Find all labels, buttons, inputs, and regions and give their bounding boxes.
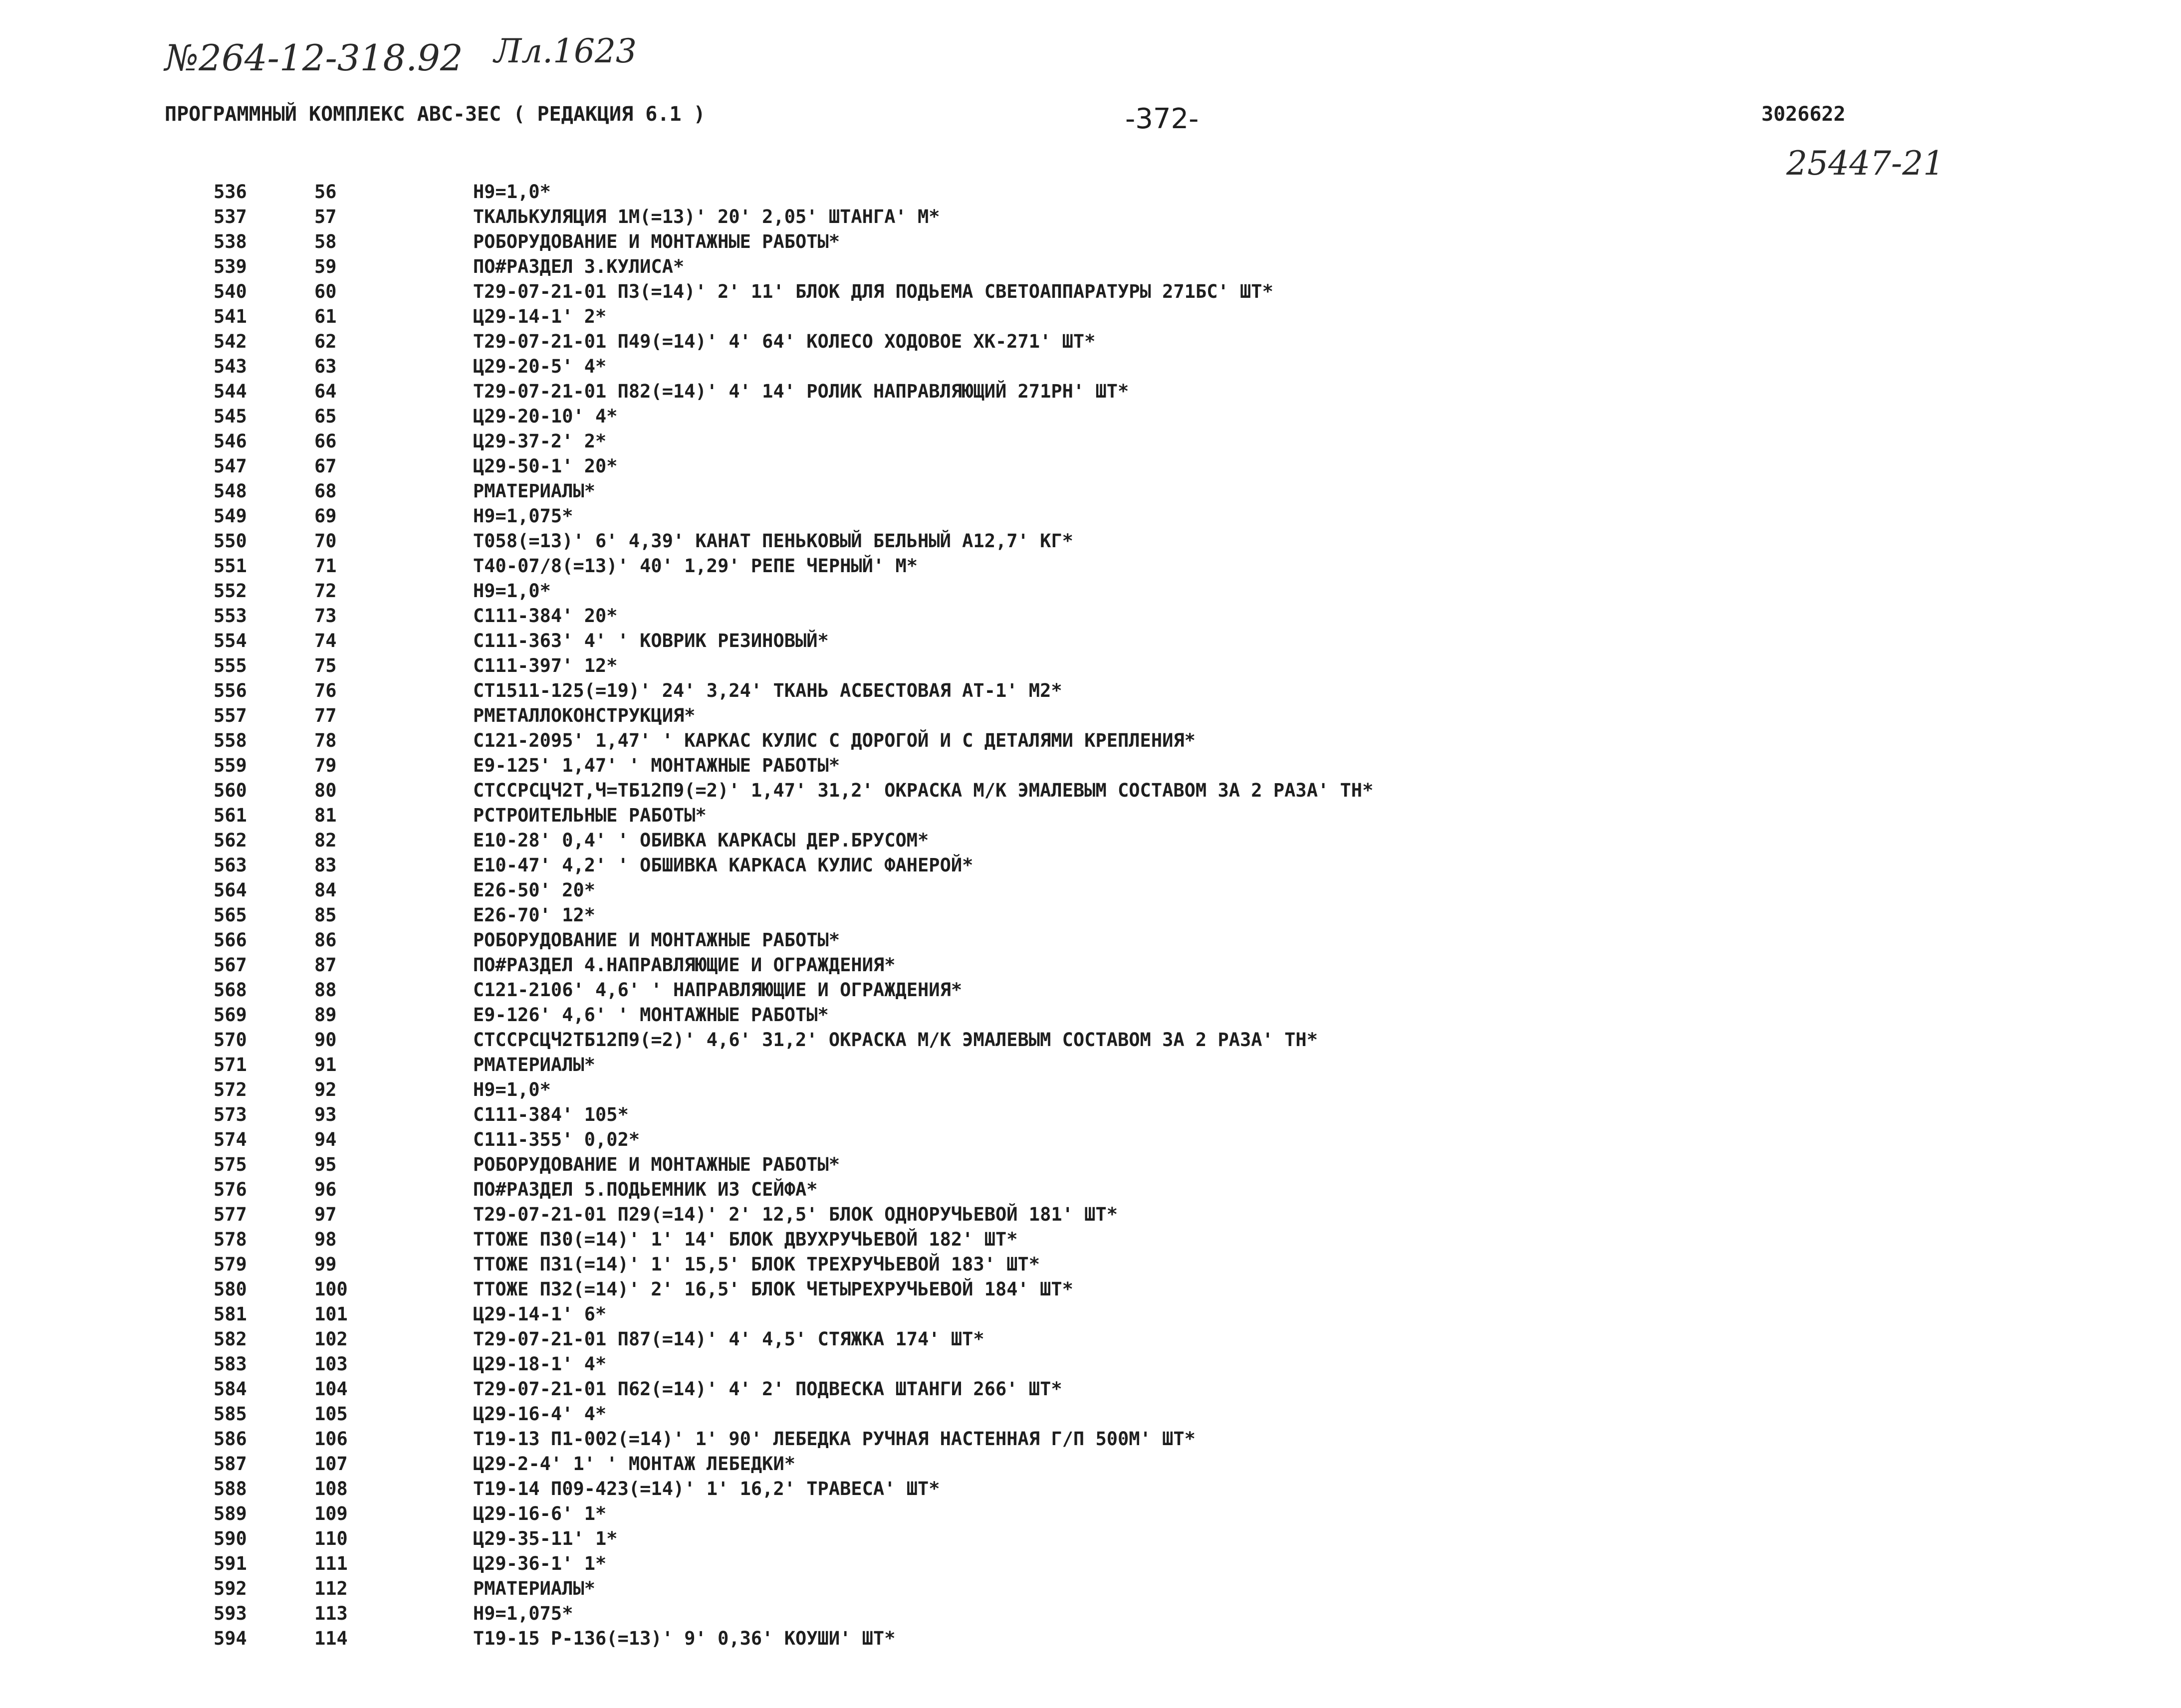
sequence-number: 73: [314, 605, 337, 627]
program-title: ПРОГРАММНЫЙ КОМПЛЕКС АВС-3ЕС ( РЕДАКЦИЯ 6.1 ): [165, 103, 706, 126]
line-number: 579: [214, 1254, 247, 1275]
sequence-number: 72: [314, 580, 337, 602]
statement-text: Т19-13 П1-002(=14)' 1' 90' ЛЕБЕДКА РУЧНАЯ НАСТЕННАЯ Г/П 500М' ШТ*: [473, 1428, 1196, 1450]
line-number: 551: [214, 555, 247, 577]
listing-row: [165, 1277, 1811, 1302]
line-number: 554: [214, 630, 247, 651]
sequence-number: 74: [314, 630, 337, 651]
line-number: 541: [214, 306, 247, 327]
line-number: 536: [214, 181, 247, 203]
sequence-number: 103: [314, 1353, 348, 1375]
listing-row: [165, 1053, 1811, 1077]
sequence-number: 87: [314, 954, 337, 976]
sequence-number: 83: [314, 854, 337, 876]
listing-row: [165, 379, 1811, 404]
statement-text: Ц29-50-1' 20*: [473, 455, 618, 477]
sequence-number: 69: [314, 505, 337, 527]
line-number: 575: [214, 1154, 247, 1175]
listing-row: [165, 1177, 1811, 1202]
statement-text: РМАТЕРИАЛЫ*: [473, 1578, 596, 1599]
listing-row: [165, 1377, 1811, 1402]
listing-row: [165, 1477, 1811, 1501]
line-number: 590: [214, 1528, 247, 1549]
statement-text: Ц29-20-10' 4*: [473, 406, 618, 427]
sequence-number: 62: [314, 331, 337, 352]
statement-text: Т19-14 П09-423(=14)' 1' 16,2' ТРАВЕСА' ШТ*: [473, 1478, 940, 1499]
listing-row: [165, 1202, 1811, 1227]
statement-text: С111-384' 105*: [473, 1104, 629, 1125]
statement-text: Ц29-14-1' 2*: [473, 306, 607, 327]
listing-row: [165, 604, 1811, 629]
line-number: 547: [214, 455, 247, 477]
line-number: 573: [214, 1104, 247, 1125]
sequence-number: 68: [314, 480, 337, 502]
statement-text: Т29-07-21-01 П82(=14)' 4' 14' РОЛИК НАПРАВЛЯЮЩИЙ 271РН' ШТ*: [473, 381, 1129, 402]
listing-row: [165, 778, 1811, 803]
line-number: 582: [214, 1328, 247, 1350]
listing-row: [165, 479, 1811, 504]
statement-text: ПО#РАЗДЕЛ 3.КУЛИСА*: [473, 256, 685, 277]
listing-row: [165, 629, 1811, 653]
line-number: 562: [214, 830, 247, 851]
listing-row: [165, 354, 1811, 379]
line-number: 542: [214, 331, 247, 352]
statement-text: ТТОЖЕ П31(=14)' 1' 15,5' БЛОК ТРЕХРУЧЬЕВОЙ 183' ШТ*: [473, 1254, 1040, 1275]
sequence-number: 64: [314, 381, 337, 402]
sequence-number: 110: [314, 1528, 348, 1549]
listing-row: [165, 429, 1811, 454]
listing-row: [165, 1152, 1811, 1177]
line-number: 572: [214, 1079, 247, 1100]
line-number: 571: [214, 1054, 247, 1075]
sequence-number: 112: [314, 1578, 348, 1599]
listing-row: [165, 1227, 1811, 1252]
document-code: 3026622: [1761, 103, 1846, 126]
line-number: 540: [214, 281, 247, 302]
sequence-number: 92: [314, 1079, 337, 1100]
listing-row: [165, 978, 1811, 1003]
sequence-number: 107: [314, 1453, 348, 1475]
statement-text: РСТРОИТЕЛЬНЫЕ РАБОТЫ*: [473, 805, 707, 826]
sequence-number: 104: [314, 1378, 348, 1400]
listing-row: [165, 529, 1811, 554]
sequence-number: 63: [314, 356, 337, 377]
statement-text: РОБОРУДОВАНИЕ И МОНТАЖНЫЕ РАБОТЫ*: [473, 929, 840, 951]
handwritten-archive-number: 25447-21: [1786, 144, 1944, 183]
listing-row: [165, 1526, 1811, 1551]
line-number: 584: [214, 1378, 247, 1400]
sequence-number: 56: [314, 181, 337, 203]
statement-text: Е10-47' 4,2' ' ОБШИВКА КАРКАСА КУЛИС ФАНЕРОЙ*: [473, 854, 973, 876]
line-number: 589: [214, 1503, 247, 1524]
sequence-number: 100: [314, 1279, 348, 1300]
listing-row: [165, 1601, 1811, 1626]
statement-text: ПО#РАЗДЕЛ 4.НАПРАВЛЯЮЩИЕ И ОГРАЖДЕНИЯ*: [473, 954, 896, 976]
statement-text: С111-384' 20*: [473, 605, 618, 627]
sequence-number: 114: [314, 1628, 348, 1649]
listing-row: [165, 1028, 1811, 1053]
listing-row: [165, 1452, 1811, 1477]
statement-text: Е9-125' 1,47' ' МОНТАЖНЫЕ РАБОТЫ*: [473, 755, 840, 776]
line-number: 588: [214, 1478, 247, 1499]
line-number: 581: [214, 1303, 247, 1325]
listing-row: [165, 1551, 1811, 1576]
listing-row: [165, 803, 1811, 828]
listing-row: [165, 653, 1811, 678]
listing-row: [165, 1302, 1811, 1327]
statement-text: Н9=1,0*: [473, 580, 551, 602]
statement-text: Ц29-37-2' 2*: [473, 430, 607, 452]
sequence-number: 108: [314, 1478, 348, 1499]
sequence-number: 90: [314, 1029, 337, 1051]
sequence-number: 70: [314, 530, 337, 552]
statement-text: Ц29-14-1' 6*: [473, 1303, 607, 1325]
statement-text: ПО#РАЗДЕЛ 5.ПОДЬЕМНИК ИЗ СЕЙФА*: [473, 1179, 818, 1200]
line-number: 560: [214, 780, 247, 801]
handwritten-sheet-mark: Лл.1623: [494, 32, 637, 70]
statement-text: СТССРСЦЧ2Т,Ч=ТБ12П9(=2)' 1,47' 31,2' ОКРАСКА М/К ЭМАЛЕВЫМ СОСТАВОМ ЗА 2 РАЗА' ТН*: [473, 780, 1374, 801]
listing-row: [165, 1352, 1811, 1377]
listing-row: [165, 1327, 1811, 1352]
statement-text: Т29-07-21-01 П49(=14)' 4' 64' КОЛЕСО ХОДОВОЕ ХК-271' ШТ*: [473, 331, 1096, 352]
line-number: 568: [214, 979, 247, 1001]
statement-text: РМАТЕРИАЛЫ*: [473, 480, 596, 502]
listing-row: [165, 1626, 1811, 1651]
listing-row: [165, 454, 1811, 479]
line-number: 545: [214, 406, 247, 427]
listing-row: [165, 1127, 1811, 1152]
listing-row: [165, 1427, 1811, 1452]
line-number: 569: [214, 1004, 247, 1026]
sequence-number: 78: [314, 730, 337, 751]
listing-row: [165, 703, 1811, 728]
statement-text: РМАТЕРИАЛЫ*: [473, 1054, 596, 1075]
listing-row: [165, 1102, 1811, 1127]
line-number: 552: [214, 580, 247, 602]
statement-text: Н9=1,075*: [473, 1603, 573, 1624]
statement-text: С111-355' 0,02*: [473, 1129, 640, 1150]
statement-text: Т29-07-21-01 П3(=14)' 2' 11' БЛОК ДЛЯ ПОДЬЕМА СВЕТОАППАРАТУРЫ 271БС' ШТ*: [473, 281, 1273, 302]
sequence-number: 98: [314, 1229, 337, 1250]
sequence-number: 67: [314, 455, 337, 477]
listing-row: [165, 953, 1811, 978]
statement-text: Ц29-16-6' 1*: [473, 1503, 607, 1524]
listing-row: [165, 1252, 1811, 1277]
line-number: 548: [214, 480, 247, 502]
line-number: 587: [214, 1453, 247, 1475]
program-listing: [165, 180, 1811, 1651]
sequence-number: 97: [314, 1204, 337, 1225]
sequence-number: 59: [314, 256, 337, 277]
sequence-number: 57: [314, 206, 337, 227]
statement-text: Т29-07-21-01 П29(=14)' 2' 12,5' БЛОК ОДНОРУЧЬЕВОЙ 181' ШТ*: [473, 1204, 1118, 1225]
line-number: 557: [214, 705, 247, 726]
sequence-number: 93: [314, 1104, 337, 1125]
sequence-number: 96: [314, 1179, 337, 1200]
sequence-number: 86: [314, 929, 337, 951]
line-number: 544: [214, 381, 247, 402]
line-number: 576: [214, 1179, 247, 1200]
line-number: 563: [214, 854, 247, 876]
statement-text: Н9=1,0*: [473, 1079, 551, 1100]
listing-row: [165, 554, 1811, 579]
line-number: 566: [214, 929, 247, 951]
sequence-number: 105: [314, 1403, 348, 1425]
page-number: -372-: [1125, 103, 1199, 135]
line-number: 591: [214, 1553, 247, 1574]
listing-row: [165, 1003, 1811, 1028]
sequence-number: 94: [314, 1129, 337, 1150]
line-number: 546: [214, 430, 247, 452]
sequence-number: 95: [314, 1154, 337, 1175]
listing-row: [165, 878, 1811, 903]
statement-text: Т29-07-21-01 П87(=14)' 4' 4,5' СТЯЖКА 174' ШТ*: [473, 1328, 984, 1350]
statement-text: РМЕТАЛЛОКОНСТРУКЦИЯ*: [473, 705, 696, 726]
sequence-number: 58: [314, 231, 337, 252]
line-number: 537: [214, 206, 247, 227]
sequence-number: 113: [314, 1603, 348, 1624]
listing-row: [165, 180, 1811, 205]
line-number: 538: [214, 231, 247, 252]
line-number: 578: [214, 1229, 247, 1250]
statement-text: РОБОРУДОВАНИЕ И МОНТАЖНЫЕ РАБОТЫ*: [473, 1154, 840, 1175]
line-number: 565: [214, 904, 247, 926]
listing-row: [165, 903, 1811, 928]
listing-row: [165, 1576, 1811, 1601]
line-number: 593: [214, 1603, 247, 1624]
statement-text: РОБОРУДОВАНИЕ И МОНТАЖНЫЕ РАБОТЫ*: [473, 231, 840, 252]
line-number: 574: [214, 1129, 247, 1150]
statement-text: Ц29-35-11' 1*: [473, 1528, 618, 1549]
statement-text: С111-397' 12*: [473, 655, 618, 676]
listing-row: [165, 728, 1811, 753]
sequence-number: 66: [314, 430, 337, 452]
sequence-number: 81: [314, 805, 337, 826]
sequence-number: 109: [314, 1503, 348, 1524]
sequence-number: 84: [314, 879, 337, 901]
statement-text: Т19-15 Р-136(=13)' 9' 0,36' КОУШИ' ШТ*: [473, 1628, 896, 1649]
listing-row: [165, 1402, 1811, 1427]
statement-text: С121-2095' 1,47' ' КАРКАС КУЛИС С ДОРОГОЙ И С ДЕТАЛЯМИ КРЕПЛЕНИЯ*: [473, 730, 1196, 751]
sequence-number: 77: [314, 705, 337, 726]
statement-text: ТТОЖЕ П30(=14)' 1' 14' БЛОК ДВУХРУЧЬЕВОЙ 182' ШТ*: [473, 1229, 1018, 1250]
sequence-number: 106: [314, 1428, 348, 1450]
statement-text: Ц29-20-5' 4*: [473, 356, 607, 377]
listing-row: [165, 229, 1811, 254]
line-number: 543: [214, 356, 247, 377]
statement-text: Ц29-18-1' 4*: [473, 1353, 607, 1375]
statement-text: Ц29-16-4' 4*: [473, 1403, 607, 1425]
listing-row: [165, 678, 1811, 703]
statement-text: Е26-50' 20*: [473, 879, 596, 901]
sequence-number: 85: [314, 904, 337, 926]
line-number: 585: [214, 1403, 247, 1425]
sequence-number: 79: [314, 755, 337, 776]
line-number: 592: [214, 1578, 247, 1599]
line-number: 570: [214, 1029, 247, 1051]
listing-row: [165, 304, 1811, 329]
handwritten-reference-number: №264-12-318.92: [165, 37, 463, 79]
listing-row: [165, 1077, 1811, 1102]
statement-text: ТКАЛЬКУЛЯЦИЯ 1М(=13)' 20' 2,05' ШТАНГА' М*: [473, 206, 940, 227]
sequence-number: 80: [314, 780, 337, 801]
sequence-number: 88: [314, 979, 337, 1001]
sequence-number: 60: [314, 281, 337, 302]
statement-text: Ц29-2-4' 1' ' МОНТАЖ ЛЕБЕДКИ*: [473, 1453, 796, 1475]
sequence-number: 82: [314, 830, 337, 851]
sequence-number: 99: [314, 1254, 337, 1275]
line-number: 559: [214, 755, 247, 776]
line-number: 549: [214, 505, 247, 527]
line-number: 594: [214, 1628, 247, 1649]
statement-text: Е9-126' 4,6' ' МОНТАЖНЫЕ РАБОТЫ*: [473, 1004, 829, 1026]
statement-text: СТССРСЦЧ2ТБ12П9(=2)' 4,6' 31,2' ОКРАСКА М/К ЭМАЛЕВЫМ СОСТАВОМ ЗА 2 РАЗА' ТН*: [473, 1029, 1318, 1051]
statement-text: Е26-70' 12*: [473, 904, 596, 926]
line-number: 561: [214, 805, 247, 826]
statement-text: С121-2106' 4,6' ' НАПРАВЛЯЮЩИЕ И ОГРАЖДЕНИЯ*: [473, 979, 963, 1001]
line-number: 586: [214, 1428, 247, 1450]
statement-text: ТТОЖЕ П32(=14)' 2' 16,5' БЛОК ЧЕТЫРЕХРУЧЬЕВОЙ 184' ШТ*: [473, 1279, 1073, 1300]
line-number: 558: [214, 730, 247, 751]
sequence-number: 102: [314, 1328, 348, 1350]
statement-text: Ц29-36-1' 1*: [473, 1553, 607, 1574]
line-number: 550: [214, 530, 247, 552]
statement-text: Т058(=13)' 6' 4,39' КАНАТ ПЕНЬКОВЫЙ БЕЛЬНЫЙ А12,7' КГ*: [473, 530, 1073, 552]
sequence-number: 89: [314, 1004, 337, 1026]
line-number: 580: [214, 1279, 247, 1300]
listing-row: [165, 329, 1811, 354]
sequence-number: 76: [314, 680, 337, 701]
sequence-number: 91: [314, 1054, 337, 1075]
statement-text: Н9=1,075*: [473, 505, 573, 527]
printout-header: [165, 103, 1896, 133]
listing-row: [165, 404, 1811, 429]
line-number: 539: [214, 256, 247, 277]
line-number: 556: [214, 680, 247, 701]
statement-text: Н9=1,0*: [473, 181, 551, 203]
statement-text: Т40-07/8(=13)' 40' 1,29' РЕПЕ ЧЕРНЫЙ' М*: [473, 555, 918, 577]
sequence-number: 61: [314, 306, 337, 327]
listing-row: [165, 928, 1811, 953]
sequence-number: 101: [314, 1303, 348, 1325]
statement-text: Т29-07-21-01 П62(=14)' 4' 2' ПОДВЕСКА ШТАНГИ 266' ШТ*: [473, 1378, 1062, 1400]
line-number: 555: [214, 655, 247, 676]
listing-row: [165, 279, 1811, 304]
sequence-number: 71: [314, 555, 337, 577]
sequence-number: 111: [314, 1553, 348, 1574]
sequence-number: 75: [314, 655, 337, 676]
sequence-number: 65: [314, 406, 337, 427]
line-number: 577: [214, 1204, 247, 1225]
statement-text: С111-363' 4' ' КОВРИК РЕЗИНОВЫЙ*: [473, 630, 829, 651]
listing-row: [165, 504, 1811, 529]
listing-row: [165, 579, 1811, 604]
listing-row: [165, 753, 1811, 778]
listing-row: [165, 205, 1811, 229]
line-number: 567: [214, 954, 247, 976]
listing-row: [165, 828, 1811, 853]
line-number: 553: [214, 605, 247, 627]
statement-text: Е10-28' 0,4' ' ОБИВКА КАРКАСЫ ДЕР.БРУСОМ*: [473, 830, 929, 851]
line-number: 583: [214, 1353, 247, 1375]
listing-row: [165, 254, 1811, 279]
line-number: 564: [214, 879, 247, 901]
listing-row: [165, 1501, 1811, 1526]
statement-text: СТ1511-125(=19)' 24' 3,24' ТКАНЬ АСБЕСТОВАЯ АТ-1' М2*: [473, 680, 1062, 701]
listing-row: [165, 853, 1811, 878]
